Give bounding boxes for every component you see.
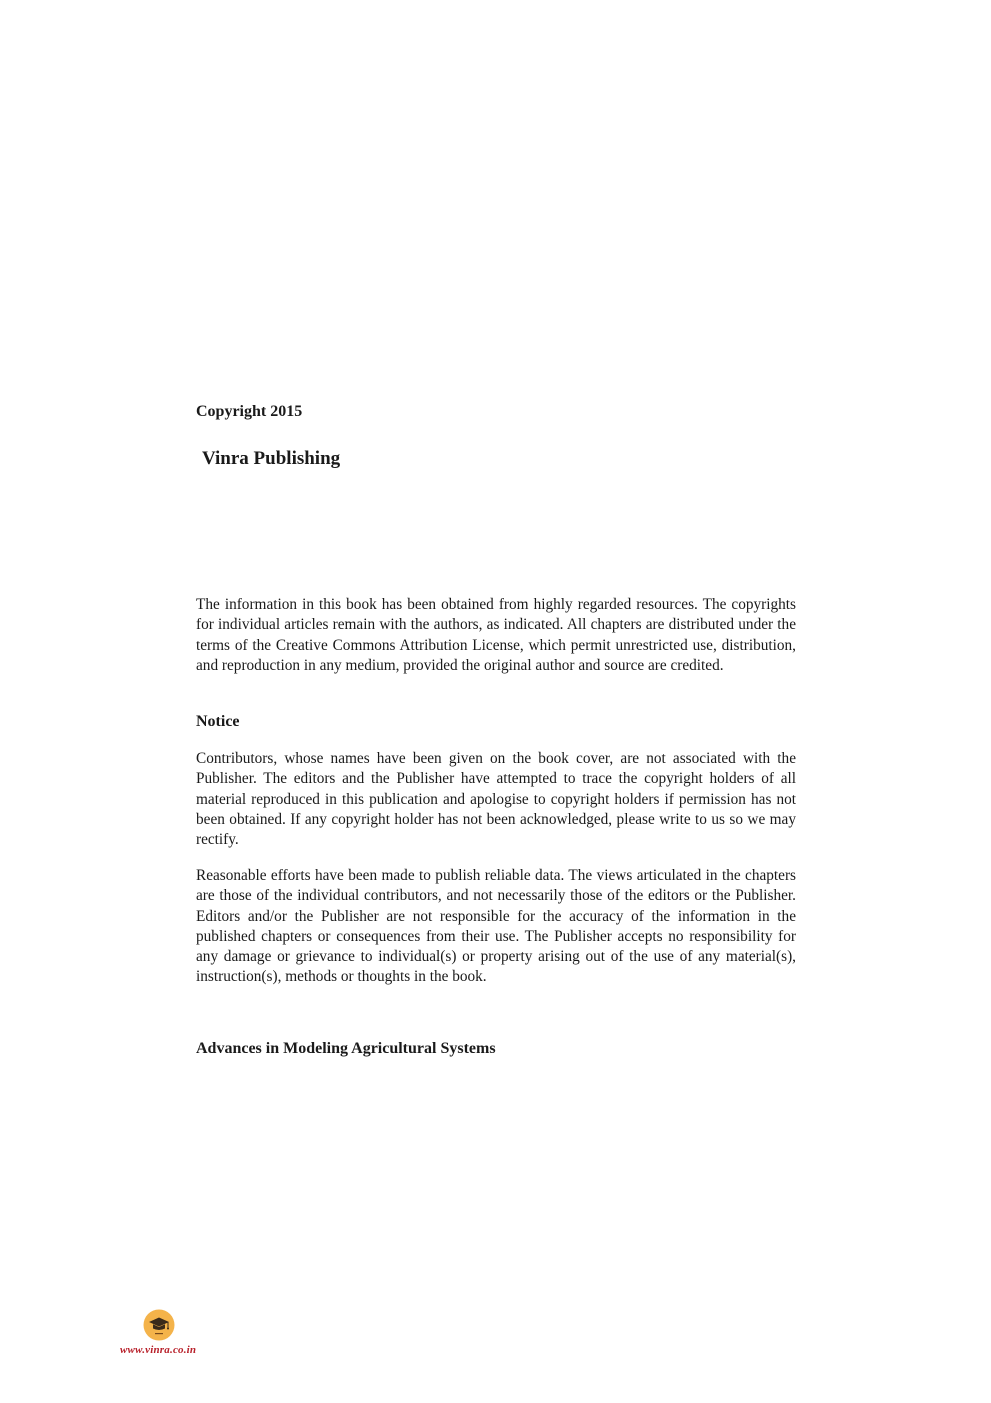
publisher-name: Vinra Publishing (202, 448, 341, 469)
reasonable-efforts-paragraph: Reasonable efforts have been made to publish reliable data. The views articulated in the chapters are those of the individual contributors, and not necessarily those of the editors or the Publisher. Editors and/or the Publisher are not responsible for the accuracy of the information in the published chapters or consequences from their use. The Publisher accepts no responsibility for any damage or grievance to individual(s) or property arising out of the use of any material(s), instruction(s), methods or thoughts in the book. (196, 867, 796, 986)
publisher-website-url[interactable]: www.vinra.co.in (120, 1344, 197, 1356)
book-title: Advances in Modeling Agricultural Systems (196, 1040, 496, 1057)
graduation-cap-logo-icon (143, 1309, 175, 1341)
copyright-line: Copyright 2015 (196, 403, 303, 420)
contributors-paragraph: Contributors, whose names have been given on the book cover, are not associated with the Publisher. The editors and the Publisher have attempted to trace the copyright holders of all material reproduced in this publication and apologise to copyright holders if permission has not been obtained. If any copyright holder has not been acknowledged, please write to us so we may rectify. (196, 750, 796, 849)
notice-heading: Notice (196, 713, 240, 730)
information-paragraph: The information in this book has been obtained from highly regarded resources. The copyrights for individual articles remain with the authors, as indicated. All chapters are distributed under the terms of the Creative Commons Attribution License, which permit unrestricted use, distribution, and reproduction in any medium, provided the original author and source are credited. (196, 596, 796, 674)
